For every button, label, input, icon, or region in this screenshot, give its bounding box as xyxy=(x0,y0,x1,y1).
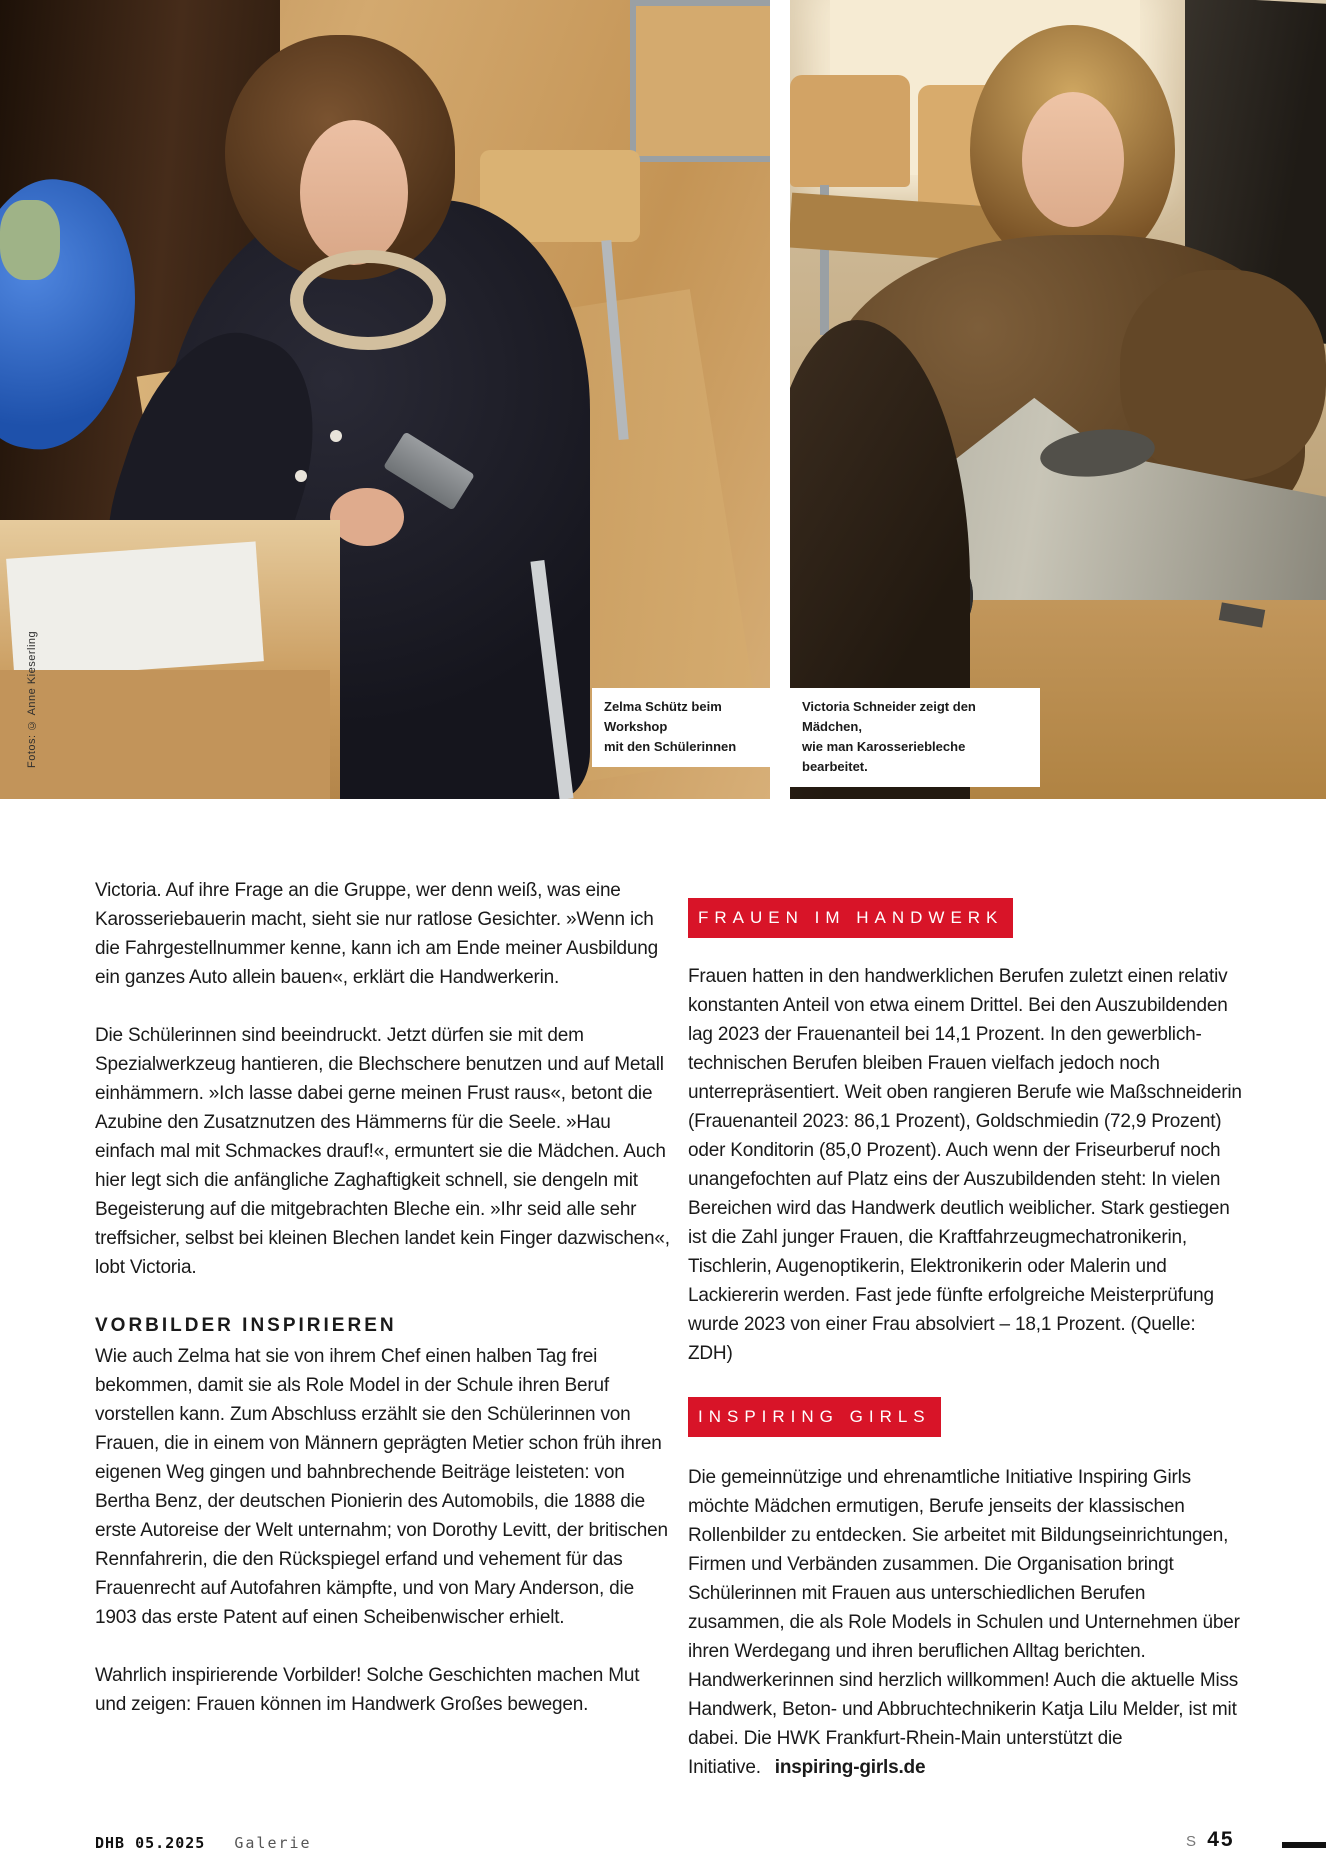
face-shape xyxy=(300,120,408,265)
chair-shape xyxy=(790,75,910,187)
paragraph: Wie auch Zelma hat sie von ihrem Chef einen halben Tag frei bekommen, damit sie als Role Model in der Schule ihren Beruf vorstellen kann. Zum Abschluss erzählt sie den Schülerinnen von Frauen, die in einem von Männern geprägten Metier schon früh ihren eigenen Weg gingen und bahnbrechende Beiträge leisteten: von Bertha Benz, der deutschen Pionierin des Automobils, die 1888 die erste Autoreise der Welt unternahm; von Dorothy Levitt, der britischen Rennfahrerin, die den Rückspiegel erfand und vehement für das Frauenrecht auf Autofahren kämpfte, und von Mary Anderson, die 1903 das erste Patent auf einen Scheibenwischer erhielt. xyxy=(95,1346,668,1628)
paragraph: Wahrlich inspirierende Vorbilder! Solche Geschichten machen Mut und zeigen: Frauen können im Handwerk Großes bewegen. xyxy=(95,1665,640,1715)
box-lining-shape xyxy=(6,541,264,678)
paragraph: Die Schülerinnen sind beeindruckt. Jetzt dürfen sie mit dem Spezialwerkzeug hantieren, die Blechschere benutzen und auf Metall einhämmern. »Ich lasse dabei gerne meinen Frust raus«, betont die Azubine den Zusatznutzen des Hämmerns für die Seele. »Hau einfach mal mit Schmackes drauf!«, ermuntert sie die Mädchen. Auch hier legt sich die anfängliche Zaghaftigkeit schnell, sie dengeln mit Begeisterung auf die mitgebrachten Bleche ein. »Ihr seid alle sehr treffsicher, selbst bei kleinen Blechen landet kein Finger dazwischen«, lobt Victoria. xyxy=(95,1025,670,1278)
green-object-shape xyxy=(0,200,60,280)
article-column-right xyxy=(688,898,1245,1811)
button-shape xyxy=(295,470,307,482)
inspiring-girls-link[interactable]: inspiring-girls.de xyxy=(774,1757,926,1778)
stool-shape xyxy=(630,0,770,162)
button-shape xyxy=(330,430,342,442)
workshop-photo-left xyxy=(0,0,770,799)
page-number: 45 xyxy=(1207,1828,1235,1851)
collar-cord-shape xyxy=(290,250,446,350)
face-shape xyxy=(1022,92,1124,227)
footer-rule xyxy=(1282,1842,1326,1848)
section-label: Galerie xyxy=(234,1834,312,1852)
hand-shape xyxy=(330,488,404,546)
photo-credit: Fotos: © Anne Kieserling xyxy=(26,630,38,768)
caption-left-line1: Zelma Schütz beim Workshop xyxy=(604,699,722,734)
footer-right xyxy=(1186,1828,1235,1852)
paragraph xyxy=(688,1463,1245,1782)
caption-right xyxy=(790,688,1040,787)
caption-left-line2: mit den Schülerinnen xyxy=(604,739,737,754)
article-column-left xyxy=(95,876,673,1748)
section-header-inspiring-girls: INSPIRING GIRLS xyxy=(688,1397,941,1437)
workshop-photo-right xyxy=(790,0,1326,799)
page-prefix-label: S xyxy=(1186,1833,1198,1850)
section-header-frauen-im-handwerk: FRAUEN IM HANDWERK xyxy=(688,898,1013,938)
caption-right-line1: Victoria Schneider zeigt den Mädchen, xyxy=(802,699,976,734)
wooden-box-shape xyxy=(0,520,340,799)
magazine-issue-label: DHB 05.2025 xyxy=(95,1834,206,1852)
caption-right-line2: wie man Karosseriebleche bearbeitet. xyxy=(802,739,966,774)
section-header-row xyxy=(688,898,1245,938)
section-header-row xyxy=(688,1397,1245,1437)
paragraph: Victoria. Auf ihre Frage an die Gruppe, wer denn weiß, was eine Karosseriebauerin macht, sieht sie nur ratlose Gesichter. »Wenn ich die Fahrgestellnummer kenne, kann ich am Ende meiner Ausbildung ein ganzes Auto allein bauen«, erklärt die Handwerkerin. xyxy=(95,880,659,988)
caption-left xyxy=(592,688,770,767)
box-front-shape xyxy=(0,670,330,799)
paragraph-text: Die gemeinnützige und ehrenamtliche Initiative Inspiring Girls möchte Mädchen ermutigen, Berufe jenseits der klassischen Rollenbilder zu entdecken. Sie arbeitet mit Bildungseinrichtungen, Firmen und Verbänden zusammen. Die Organisation bringt Schülerinnen mit Frauen aus unterschiedlichen Berufen zusammen, die als Role Models in Schulen und Unternehmen über ihren Werdegang und ihren beruflichen Alltag berichten. Handwerkerinnen sind herzlich willkommen! Auch die aktuelle Miss Handwerk, Beton- und Abbruchtechnikerin Katja Lilu Melder, ist mit dabei. Die HWK Frankfurt-Rhein-Main unterstützt die Initiative. xyxy=(688,1467,1240,1778)
paragraph: Frauen hatten in den handwerklichen Berufen zuletzt einen relativ konstanten Anteil von etwa einem Drittel. Bei den Auszubildenden lag 2023 der Frauenanteil bei 14,1 Prozent. In den gewerblich-technischen Berufen bleiben Frauen vielfach jedoch noch unterrepräsentiert. Weit oben rangieren Berufe wie Maßschneiderin (Frauenanteil 2023: 86,1 Prozent), Goldschmiedin (72,9 Prozent) oder Konditorin (85,0 Prozent). Auch wenn der Friseurberuf noch unangefochten auf Platz eins der Auszubildenden steht: In vielen Bereichen wird das Handwerk deutlich weiblicher. Stark gestiegen ist die Zahl junger Frauen, die Kraftfahrzeugmechatronikerin, Tischlerin, Augenoptikerin, Elektronikerin oder Malerin und Lackiererin werden. Fast jede fünfte erfolgreiche Meisterprüfung wurde 2023 von einer Frau absolviert – 18,1 Prozent. (Quelle: ZDH) xyxy=(688,966,1242,1364)
subheading: VORBILDER INSPIRIEREN xyxy=(95,1315,397,1336)
footer-left xyxy=(95,1834,312,1852)
